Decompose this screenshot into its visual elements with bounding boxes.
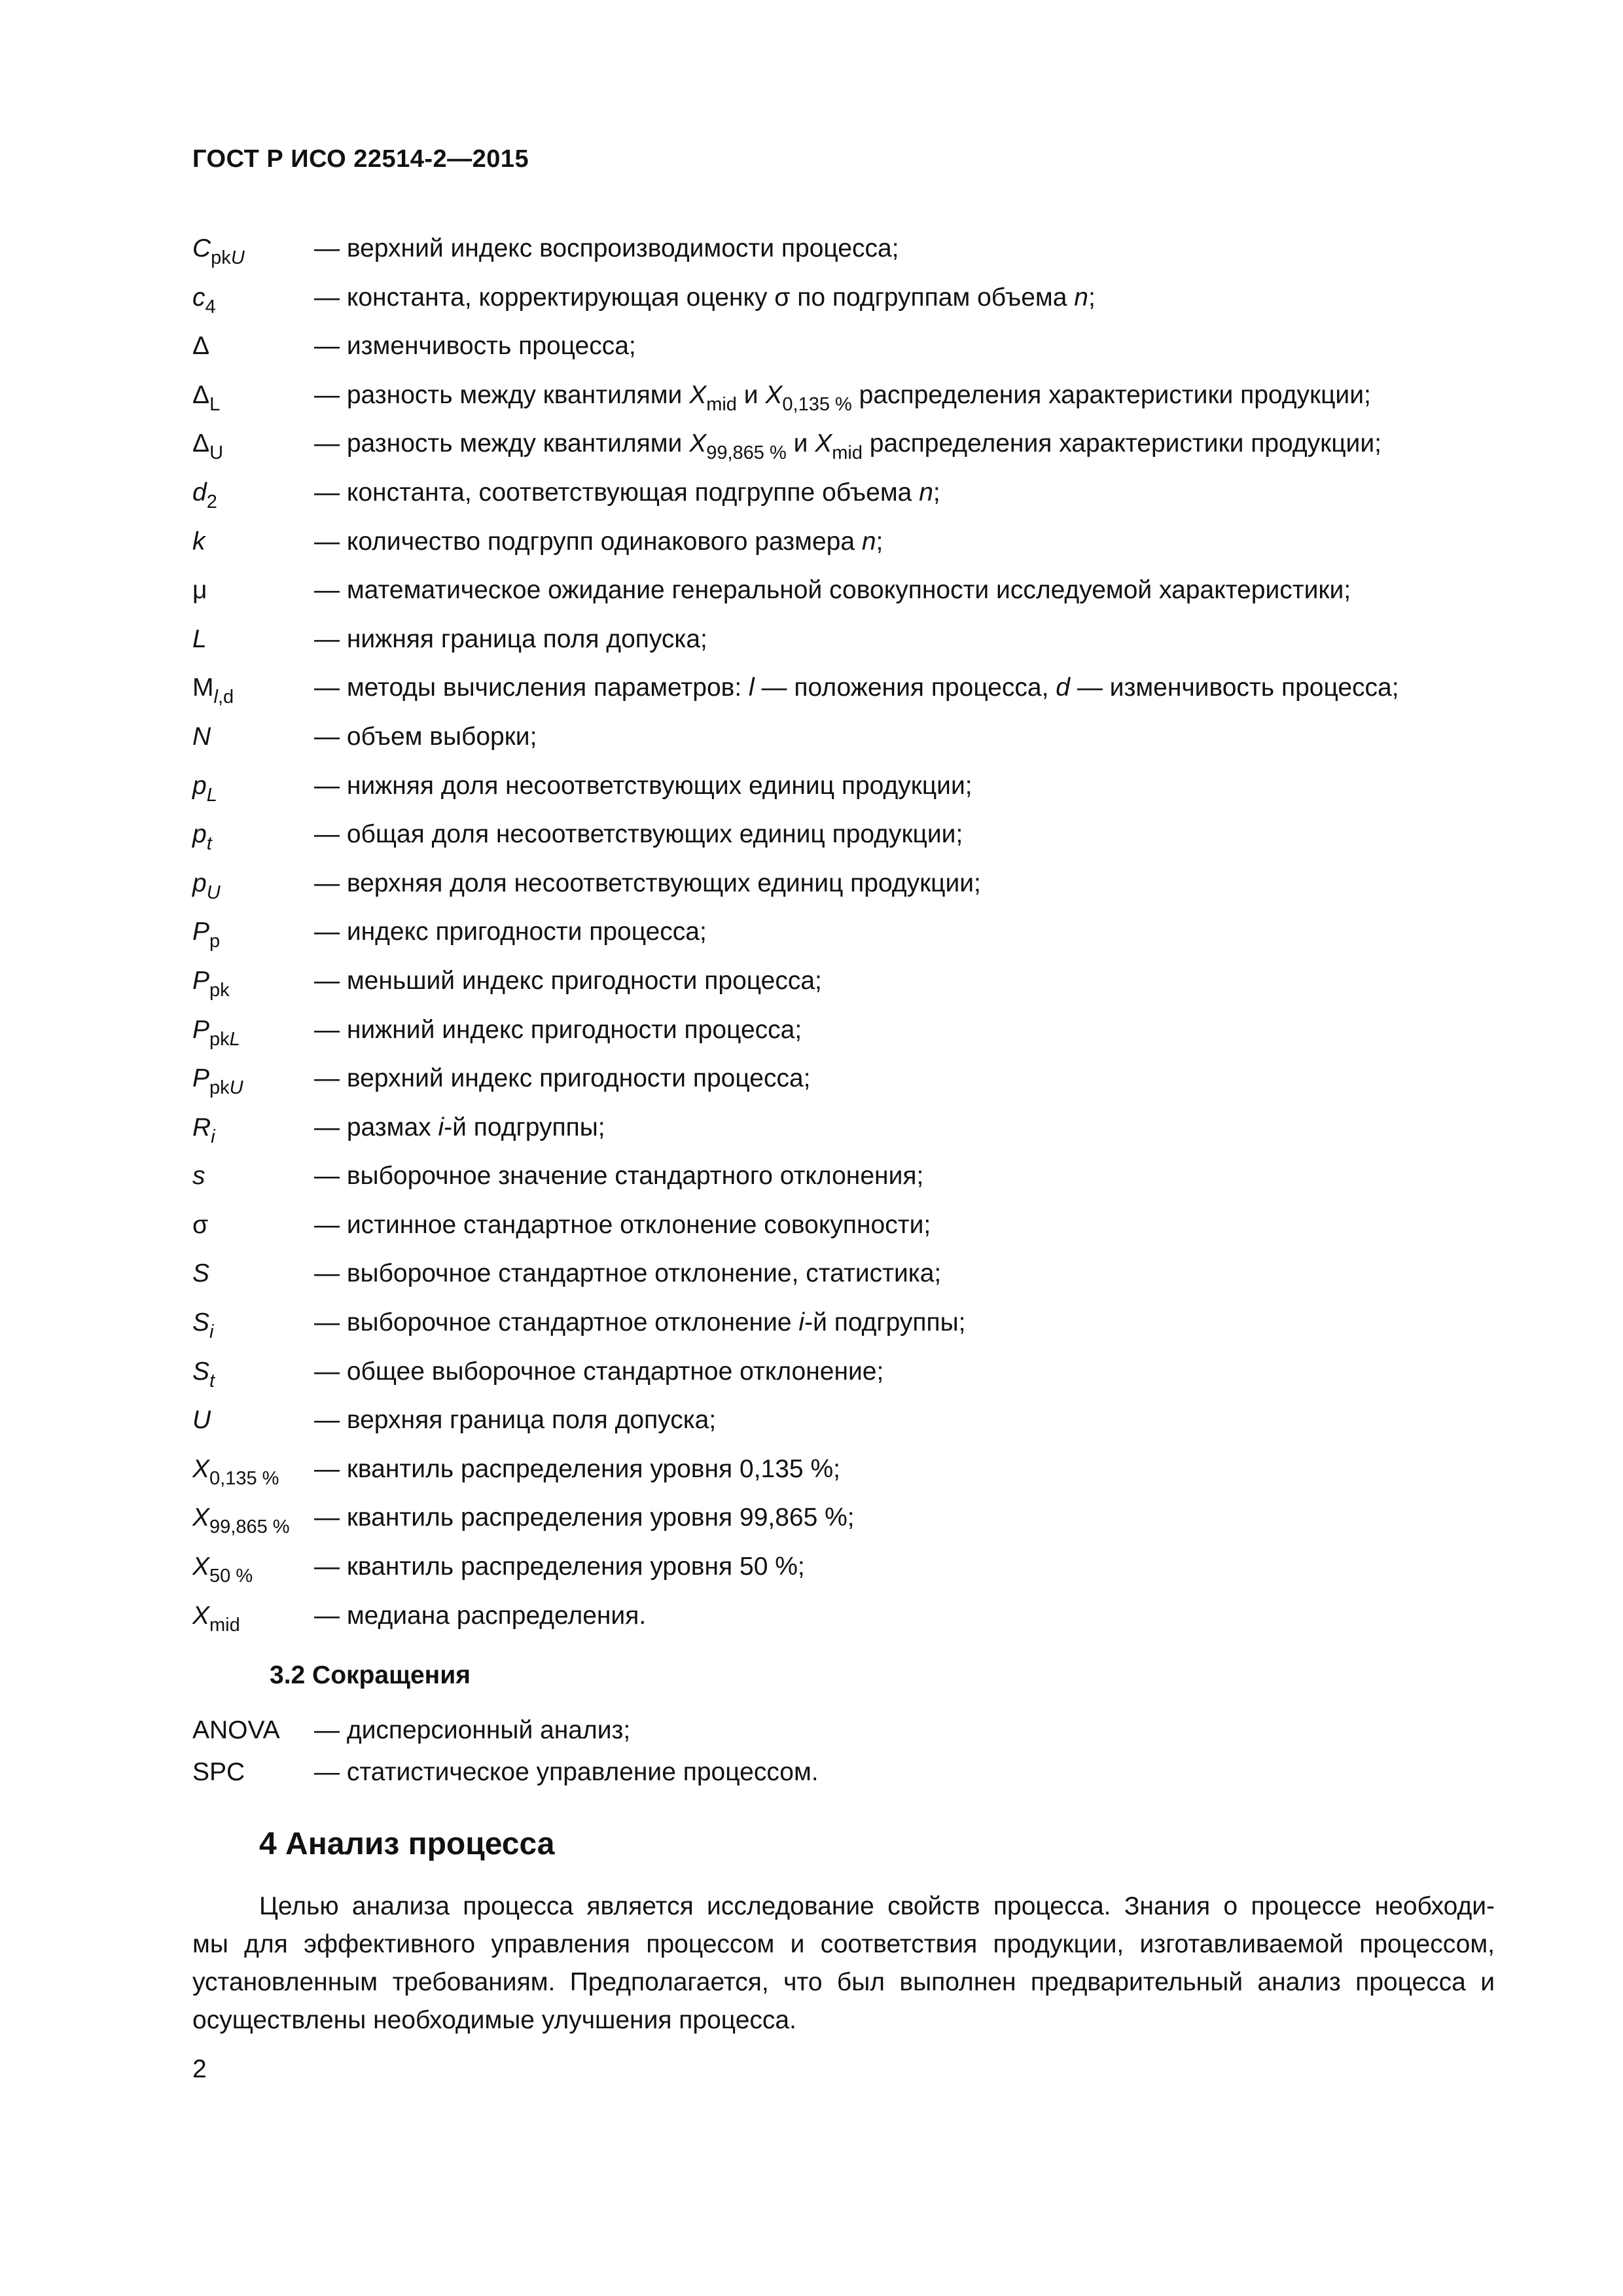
quantile-symbol: X xyxy=(765,380,783,409)
definition-description xyxy=(314,277,1096,319)
definition-description xyxy=(314,1253,941,1295)
definition-row xyxy=(192,765,1501,814)
definition-symbol xyxy=(192,960,230,1002)
definition-row xyxy=(192,277,1501,326)
definition-symbol xyxy=(192,1107,215,1149)
symbol-subscript xyxy=(209,1029,240,1050)
symbol-subscript xyxy=(209,1371,215,1391)
definition-row xyxy=(192,1399,1501,1448)
definition-symbol xyxy=(192,1546,253,1588)
definition-row xyxy=(192,716,1501,765)
definition-symbol xyxy=(192,765,217,807)
subscript-italic: i xyxy=(211,1126,215,1147)
symbol-subscript xyxy=(209,1615,240,1636)
definition-description xyxy=(314,716,537,758)
description-variable: i xyxy=(438,1113,444,1141)
symbol-base: P xyxy=(192,966,210,995)
definition-description xyxy=(314,228,899,270)
definition-symbol xyxy=(192,277,216,319)
definition-symbol xyxy=(192,228,245,270)
definition-symbol xyxy=(192,1351,215,1393)
description-text: — выборочное стандартное отклонение xyxy=(314,1308,799,1337)
description-text: — выборочное стандартное отклонение, статистика; xyxy=(314,1259,942,1288)
definition-description xyxy=(314,569,1351,611)
description-text: — квантиль распределения уровня 50 %; xyxy=(314,1552,805,1581)
definition-row xyxy=(192,1448,1501,1498)
description-text: — нижний индекс пригодности процесса; xyxy=(314,1015,802,1044)
symbol-base: P xyxy=(192,918,210,946)
definition-row xyxy=(192,1302,1501,1351)
symbol-base: X xyxy=(192,1601,210,1630)
symbol-subscript xyxy=(209,394,220,415)
symbol-subscript xyxy=(209,931,220,952)
definition-description xyxy=(314,911,707,953)
subscript-italic: t xyxy=(209,1370,215,1391)
description-text: — нижняя доля несоответствующих единиц продукции; xyxy=(314,771,972,800)
definition-symbol xyxy=(192,1399,211,1441)
quantile-symbol: X xyxy=(815,429,832,458)
quantile-subscript xyxy=(706,442,787,463)
symbol-subscript xyxy=(209,442,223,463)
description-text: ; xyxy=(1088,283,1096,312)
definition-row xyxy=(192,1204,1501,1253)
symbol-base: U xyxy=(192,1406,211,1435)
subscript-text: pk xyxy=(209,979,230,1001)
paragraph-line: установленным требованиям. Предполагается, что был выполнен предварительный анализ процесса и xyxy=(192,1968,1495,1996)
subscript-text: 4 xyxy=(205,296,216,317)
subscript-text: 50 % xyxy=(209,1566,253,1587)
symbol-base: k xyxy=(192,527,205,556)
definition-description xyxy=(314,1302,966,1344)
symbol-subscript xyxy=(207,785,217,806)
definition-symbol xyxy=(192,667,234,709)
description-variable: d xyxy=(1056,673,1070,702)
quantile-symbol: X xyxy=(689,429,707,458)
subscript-italic: U xyxy=(229,1077,243,1099)
description-variable: n xyxy=(919,478,933,507)
subscript-text: L xyxy=(209,393,221,415)
definition-description xyxy=(314,814,963,855)
description-text: ; xyxy=(933,478,940,507)
definition-symbol xyxy=(192,814,212,855)
description-text: — размах xyxy=(314,1113,438,1141)
definition-row xyxy=(192,1253,1501,1302)
definition-symbol xyxy=(192,374,220,416)
description-text: — нижняя граница поля допуска; xyxy=(314,624,707,653)
subscript-italic: t xyxy=(206,833,212,855)
description-text: — математическое ожидание генеральной совокупности исследуемой характеристики; xyxy=(314,576,1351,605)
subscript-italic: i xyxy=(209,1321,214,1343)
subscript-italic: l xyxy=(213,687,218,708)
definition-row xyxy=(192,1155,1501,1204)
definition-row xyxy=(192,814,1501,863)
definition-description xyxy=(314,374,1371,416)
symbol-subscript xyxy=(209,1077,243,1098)
quantile-subscript xyxy=(832,442,863,463)
description-text: — медиана распределения. xyxy=(314,1601,647,1630)
subscript-text: 0,135 % xyxy=(209,1467,279,1489)
description-variable: n xyxy=(861,527,876,556)
definition-row xyxy=(192,325,1501,374)
definition-description xyxy=(314,423,1382,465)
abbreviation-description: — статистическое управление процессом. xyxy=(314,1758,819,1786)
definition-symbol xyxy=(192,423,223,465)
subsection-heading-abbreviations: 3.2 Сокращения xyxy=(270,1661,471,1689)
description-text: — верхняя доля несоответствующих единиц продукции; xyxy=(314,869,981,897)
symbol-base: Δ xyxy=(192,429,210,458)
definition-row xyxy=(192,911,1501,960)
definition-description xyxy=(314,1448,840,1490)
symbol-base: X xyxy=(192,1503,210,1532)
description-text: — положения процесса, xyxy=(754,673,1056,702)
definition-description xyxy=(314,325,636,367)
description-text: и xyxy=(736,380,766,409)
description-text: — верхний индекс пригодности процесса; xyxy=(314,1064,811,1093)
symbol-base: p xyxy=(192,869,207,897)
definition-row xyxy=(192,1009,1501,1058)
paragraph-line: осуществлены необходимые улучшения процесса. xyxy=(192,2006,796,2034)
abbreviation-term: SPC xyxy=(192,1758,245,1786)
definition-symbol xyxy=(192,1302,213,1344)
description-text: — меньший индекс пригодности процесса; xyxy=(314,966,822,995)
definition-description xyxy=(314,1546,805,1588)
description-text: -й подгруппы; xyxy=(804,1308,966,1337)
symbol-base: σ xyxy=(192,1210,209,1239)
definition-symbol xyxy=(192,1058,243,1100)
symbol-base: R xyxy=(192,1113,211,1141)
description-text: — изменчивость процесса; xyxy=(1069,673,1399,702)
subscript-text: p xyxy=(209,931,221,952)
definition-description xyxy=(314,667,1399,709)
symbol-base: P xyxy=(192,1064,210,1093)
subscript-text: 99,865 % xyxy=(209,1516,290,1538)
definition-symbol xyxy=(192,1155,205,1197)
symbol-base: Δ xyxy=(192,332,210,361)
definition-symbol xyxy=(192,863,221,905)
definition-row xyxy=(192,1595,1501,1644)
definition-row xyxy=(192,863,1501,912)
definition-row xyxy=(192,569,1501,619)
description-text: — объем выборки; xyxy=(314,722,537,751)
symbol-subscript xyxy=(209,1321,213,1342)
abbreviation-description: — дисперсионный анализ; xyxy=(314,1716,631,1744)
definition-row xyxy=(192,472,1501,521)
symbol-subscript xyxy=(211,247,245,268)
definition-symbol xyxy=(192,1595,240,1637)
definition-description xyxy=(314,1351,883,1393)
definition-symbol xyxy=(192,569,207,611)
definition-row xyxy=(192,374,1501,423)
definition-description xyxy=(314,1009,802,1051)
description-text: — изменчивость процесса; xyxy=(314,332,636,361)
description-text: — количество подгрупп одинакового размера xyxy=(314,527,862,556)
definition-symbol xyxy=(192,1009,240,1051)
symbol-subscript xyxy=(205,296,216,317)
definition-symbol xyxy=(192,716,211,758)
symbol-base: s xyxy=(192,1162,205,1191)
subscript-text: U xyxy=(209,442,224,464)
symbol-base: X xyxy=(192,1454,210,1483)
description-text: — константа, корректирующая оценку xyxy=(314,283,775,312)
subscript-text: pk xyxy=(209,1077,230,1099)
abbreviation-row xyxy=(192,1710,1501,1751)
subscript-text: 0,135 % xyxy=(782,393,852,415)
definition-row xyxy=(192,423,1501,472)
definition-symbol xyxy=(192,619,207,660)
symbol-subscript xyxy=(211,1126,215,1147)
quantile-subscript xyxy=(706,394,737,415)
symbol-subscript xyxy=(214,687,234,708)
symbol-base: S xyxy=(192,1357,210,1386)
subscript-italic: U xyxy=(230,247,245,268)
symbol-subscript xyxy=(209,1566,253,1587)
description-text: распределения характеристики продукции; xyxy=(862,429,1382,458)
description-text: — верхняя граница поля допуска; xyxy=(314,1406,717,1435)
subscript-text: pk xyxy=(211,247,231,268)
symbol-base: P xyxy=(192,1015,210,1044)
definition-symbol xyxy=(192,911,220,953)
description-text: — истинное стандартное отклонение совокупности; xyxy=(314,1210,931,1239)
page-number: 2 xyxy=(192,2055,207,2083)
definition-row xyxy=(192,1107,1501,1156)
abbreviation-row xyxy=(192,1751,1501,1793)
description-text: — константа, соответствующая подгруппе объема xyxy=(314,478,919,507)
paragraph-line: мы для эффективного управления процессом и соответствия продукции, изготавливаемой процессом, xyxy=(192,1930,1495,1958)
description-text: — общая доля несоответствующих единиц продукции; xyxy=(314,820,963,849)
definition-row xyxy=(192,1351,1501,1400)
description-text: — квантиль распределения уровня 0,135 %; xyxy=(314,1454,840,1483)
subscript-italic: L xyxy=(206,784,217,806)
definition-row xyxy=(192,667,1501,716)
definition-symbol xyxy=(192,472,217,514)
definition-description xyxy=(314,765,972,807)
description-text: — верхний индекс воспроизводимости процесса; xyxy=(314,234,899,262)
definition-description xyxy=(314,1107,605,1149)
description-text: -й подгруппы; xyxy=(444,1113,605,1141)
description-variable: l xyxy=(749,673,755,702)
definition-description xyxy=(314,1595,646,1637)
symbol-base: X xyxy=(192,1552,210,1581)
description-text: — выборочное значение стандартного отклонения; xyxy=(314,1162,924,1191)
definition-description xyxy=(314,1497,855,1539)
quantile-symbol: X xyxy=(689,380,707,409)
definition-row xyxy=(192,1058,1501,1107)
symbol-base: Δ xyxy=(192,380,210,409)
definition-symbol xyxy=(192,325,209,367)
definition-description xyxy=(314,863,981,905)
symbol-base: c xyxy=(192,283,205,312)
definition-description xyxy=(314,1058,810,1100)
symbol-base: C xyxy=(192,234,211,262)
description-text: — разность между квантилями xyxy=(314,429,690,458)
definition-symbol xyxy=(192,1204,208,1246)
subscript-text: mid xyxy=(832,442,863,464)
description-text: — индекс пригодности процесса; xyxy=(314,918,707,946)
definition-description xyxy=(314,472,940,514)
symbol-subscript xyxy=(207,492,217,512)
symbol-base: N xyxy=(192,722,211,751)
symbol-subscript xyxy=(209,1516,290,1537)
document-header: ГОСТ Р ИСО 22514-2—2015 xyxy=(192,145,529,173)
symbol-definitions-list xyxy=(192,228,1501,1643)
definition-symbol xyxy=(192,1497,290,1539)
symbol-base: p xyxy=(192,820,207,849)
definition-description xyxy=(314,1155,923,1197)
subscript-text: 99,865 % xyxy=(706,442,787,464)
definition-description xyxy=(314,1204,931,1246)
subscript-italic: U xyxy=(206,882,221,903)
definition-row xyxy=(192,1546,1501,1595)
symbol-base: S xyxy=(192,1308,210,1337)
definition-description xyxy=(314,521,883,563)
subscript-italic: L xyxy=(229,1028,240,1050)
description-text: — общее выборочное стандартное отклонение; xyxy=(314,1357,884,1386)
symbol-subscript xyxy=(207,882,221,903)
definition-row xyxy=(192,228,1501,277)
description-text: распределения характеристики продукции; xyxy=(851,380,1371,409)
definition-symbol xyxy=(192,1448,279,1490)
symbol-subscript xyxy=(207,833,212,854)
description-text: — квантиль распределения уровня 99,865 %; xyxy=(314,1503,855,1532)
description-text: ; xyxy=(876,527,883,556)
subscript-text: pk xyxy=(209,1028,230,1050)
description-variable: n xyxy=(1074,283,1088,312)
description-text: — разность между квантилями xyxy=(314,380,690,409)
definition-symbol xyxy=(192,1253,209,1295)
symbol-base: d xyxy=(192,478,207,507)
subscript-text: mid xyxy=(706,393,737,415)
symbol-base: μ xyxy=(192,576,207,605)
paragraph-line: Целью анализа процесса является исследование свойств процесса. Знания о процессе необходи- xyxy=(259,1892,1495,1920)
definition-symbol xyxy=(192,521,205,563)
subscript-text: mid xyxy=(209,1614,240,1636)
symbol-subscript xyxy=(209,1468,279,1489)
description-text: по подгруппам объема xyxy=(790,283,1075,312)
abbreviation-term: ANOVA xyxy=(192,1716,280,1744)
description-text: — методы вычисления параметров: xyxy=(314,673,749,702)
definition-row xyxy=(192,619,1501,668)
description-text: и xyxy=(786,429,815,458)
symbol-base: p xyxy=(192,771,207,800)
symbol-subscript xyxy=(209,980,230,1001)
definition-row xyxy=(192,960,1501,1009)
definition-description xyxy=(314,1399,716,1441)
section-heading-process-analysis: 4 Анализ процесса xyxy=(259,1827,555,1861)
definition-row xyxy=(192,521,1501,570)
subscript-text: ,d xyxy=(217,687,234,708)
definition-row xyxy=(192,1497,1501,1546)
symbol-base: S xyxy=(192,1259,210,1288)
subscript-text: 2 xyxy=(206,491,217,512)
abbreviations-list xyxy=(192,1710,1501,1793)
quantile-subscript xyxy=(782,394,851,415)
symbol-base: M xyxy=(192,673,214,702)
section-paragraph xyxy=(192,1888,1495,2039)
definition-description xyxy=(314,619,707,660)
symbol-base: L xyxy=(192,624,207,653)
description-greek: σ xyxy=(774,283,791,312)
definition-description xyxy=(314,960,822,1002)
description-variable: i xyxy=(798,1308,805,1337)
